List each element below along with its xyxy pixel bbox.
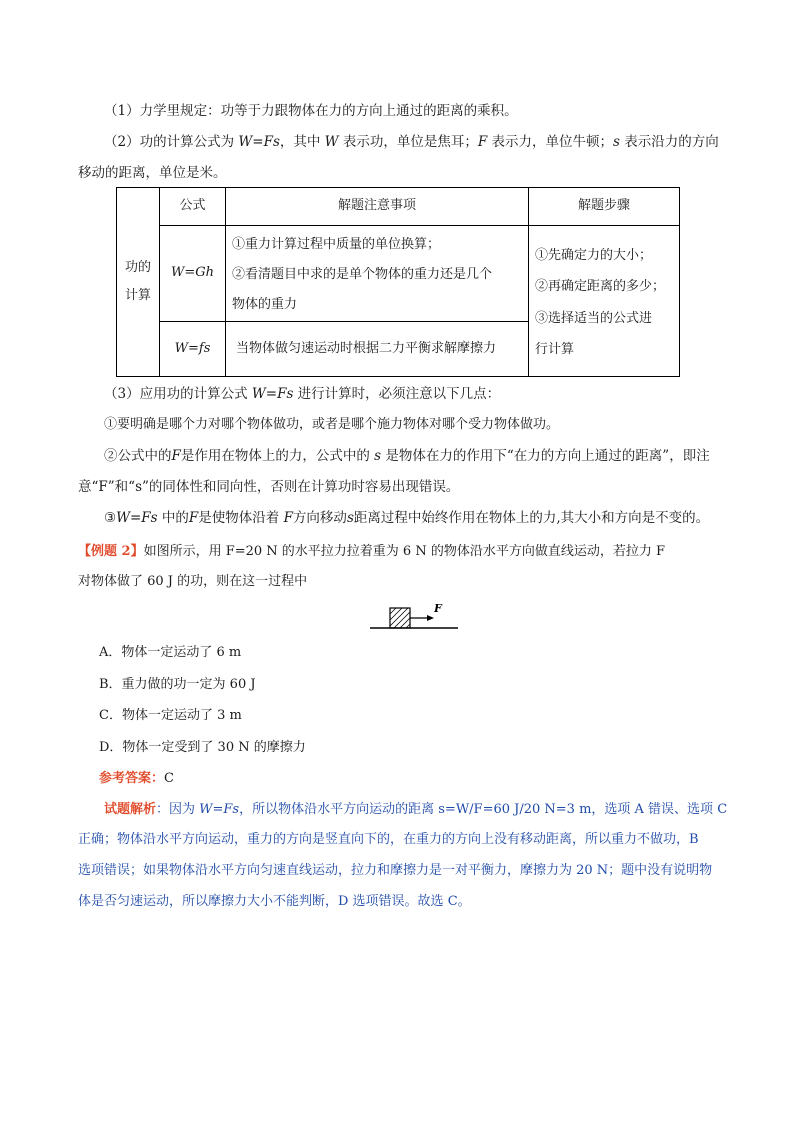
text: 是使物体沿着 — [198, 510, 284, 526]
example-text: 如图所示，用 F=20 N 的水平拉力拉着重为 6 N 的物体沿水平方向做直线运动，若拉力 F — [143, 544, 666, 559]
text: ，其中 — [279, 134, 325, 150]
work-calculation-table — [116, 187, 680, 377]
force-diagram — [370, 598, 460, 634]
step-2: ②再确定距离的多少； — [535, 279, 666, 294]
formula-text: W=Fs — [238, 134, 280, 150]
note-2a: ②看清题目中求的是单个物体的重力还是几个 — [232, 267, 493, 282]
example-tag: 【例题 2】 — [78, 544, 144, 559]
text: （3）应用功的计算公式 — [104, 386, 252, 402]
note-2b: 物体的重力 — [232, 297, 298, 312]
definition-paragraph: （1）力学里规定：功等于力跟物体在力的方向上通过的距离的乘积。 — [104, 103, 518, 119]
text: 是物体在力的作用下“在力的方向上通过的距离”，即注 — [381, 448, 710, 464]
step-3a: ③选择适当的公式进 — [535, 311, 653, 326]
var-f: F — [283, 510, 293, 526]
note-point-2 — [104, 446, 710, 466]
var-s: s — [613, 134, 620, 150]
text: 中的 — [157, 510, 189, 526]
text: ，所以物体沿水平方向运动的距离 — [239, 802, 439, 817]
formula-text: s=W/F=60 J/20 N=3 m — [438, 802, 592, 817]
formula-text: W=Fs — [116, 510, 158, 526]
formula-paragraph-continued: 移动的距离，单位是米。 — [78, 165, 227, 181]
formula-wfs: W=fs — [174, 341, 211, 356]
force-label: F — [434, 602, 442, 615]
header-steps: 解题步骤 — [577, 198, 630, 213]
text: 表示功，单位是焦耳； — [338, 134, 478, 150]
application-paragraph — [104, 384, 500, 404]
var-s: s — [374, 448, 382, 464]
text: ：因为 — [156, 802, 200, 817]
note-1: ①重力计算过程中质量的单位换算； — [232, 237, 441, 252]
var-f: F — [477, 134, 488, 150]
answer-value: C — [164, 771, 174, 786]
text: 是作用在物体上的力，公式中的 — [180, 448, 375, 464]
row-header — [119, 254, 157, 310]
var-f: F — [188, 510, 199, 526]
header-notes: 解题注意事项 — [337, 198, 416, 213]
formula-paragraph — [104, 132, 719, 152]
header-formula: 公式 — [179, 198, 206, 213]
analysis-line-2: 正确；物体沿水平方向运动，重力的方向是竖直向下的，在重力的方向上没有移动距离，所以重力不做功，B — [78, 832, 699, 847]
text: 距离过程中始终作用在物体上的力,其大小和方向是不变的。 — [353, 510, 710, 526]
formula-text: W=Fs — [251, 386, 294, 402]
force-arrow-head — [427, 615, 434, 621]
row-header-text: 功的计算 — [124, 260, 151, 303]
analysis-line-4: 体是否匀速运动，所以摩擦力大小不能判断，D 选项错误。故选 C。 — [78, 894, 471, 909]
text: ②公式中的 — [104, 448, 172, 464]
analysis-label: 试题解析 — [104, 802, 157, 817]
formula-wgh: W=Gh — [170, 265, 214, 280]
var-s: s — [346, 510, 354, 526]
text: ，选项 A 错误、选项 C — [591, 802, 728, 817]
var-f: F — [171, 448, 181, 464]
answer-label: 参考答案： — [99, 771, 165, 786]
note-friction: 当物体做匀速运动时根据二力平衡求解摩擦力 — [236, 341, 497, 356]
step-1: ①先确定力的大小； — [535, 248, 653, 263]
analysis-line-1 — [104, 800, 727, 820]
text: 表示沿力的方向 — [619, 134, 719, 150]
text: ③ — [104, 510, 117, 526]
option-a: A．物体一定运动了 6 m — [99, 645, 242, 660]
text: 方向移动 — [292, 510, 347, 526]
text: （2）功的计算公式为 — [104, 134, 239, 150]
text: 表示力，单位牛顿； — [487, 134, 614, 150]
option-d: D．物体一定受到了 30 N 的摩擦力 — [99, 740, 306, 755]
var-w: W — [324, 134, 339, 150]
note-point-1: ①要明确是哪个力对哪个物体做功，或者是哪个施力物体对哪个受力物体做功。 — [104, 417, 560, 432]
note-point-3 — [104, 508, 709, 528]
text: 进行计算时，必须注意以下几点： — [293, 386, 501, 402]
example-question — [78, 542, 665, 562]
reference-answer — [99, 769, 174, 789]
step-3b: 行计算 — [535, 342, 575, 357]
example-question-continued: 对物体做了 60 J 的功，则在这一过程中 — [78, 574, 308, 589]
note-point-2-continued: 意“F”和“s”的同体性和同向性，否则在计算功时容易出现错误。 — [78, 479, 460, 495]
analysis-line-3: 选项错误；如果物体沿水平方向匀速直线运动，拉力和摩擦力是一对平衡力，摩擦力为 20 N；题中没有说明物 — [78, 863, 713, 878]
option-c: C．物体一定运动了 3 m — [99, 708, 242, 723]
formula-text: W=Fs — [199, 802, 240, 817]
option-b: B．重力做的功一定为 60 J — [99, 677, 256, 692]
